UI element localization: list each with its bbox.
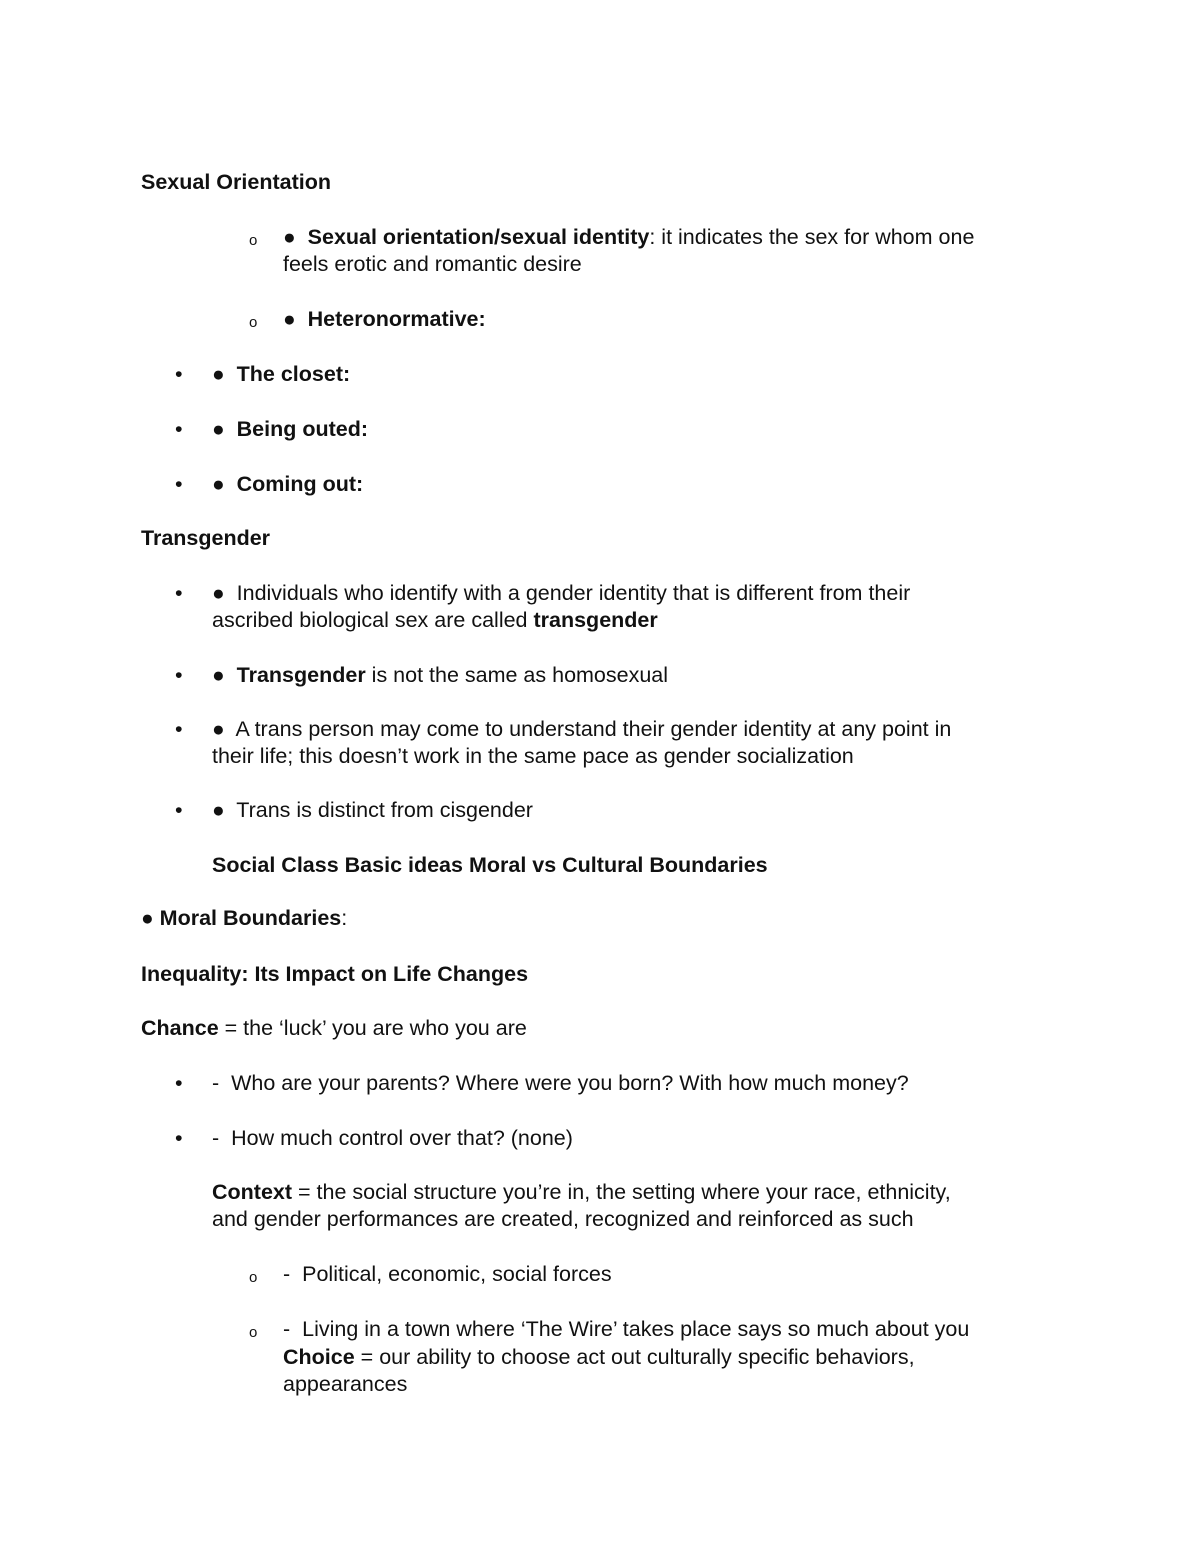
choice-definition xyxy=(283,1344,915,1371)
item-text: Trans is distinct from cisgender xyxy=(236,798,533,822)
colon-text: : xyxy=(341,906,348,930)
list-item-transgender-definition xyxy=(212,580,910,607)
item-text: Living in a town where ‘The Wire’ takes place says so much about you xyxy=(302,1317,970,1341)
item-text: is not the same as homosexual xyxy=(365,663,669,687)
bullet-marker-icon: • xyxy=(175,472,183,496)
item-text: A trans person may come to understand their gender identity at any point in xyxy=(235,717,952,741)
list-item-trans-cisgender xyxy=(212,797,533,824)
list-item-parents xyxy=(212,1070,909,1097)
term-being-outed: Being outed: xyxy=(236,417,369,441)
dash-icon: - xyxy=(212,1071,220,1095)
term-chance: Chance xyxy=(141,1016,219,1040)
definition-text: = the ‘luck’ you are who you are xyxy=(218,1016,527,1040)
bullet-icon: ● xyxy=(212,582,225,605)
dash-icon: - xyxy=(283,1262,291,1286)
list-item-the-wire xyxy=(283,1316,969,1343)
list-item-coming-out xyxy=(212,471,363,498)
bullet-marker-icon: • xyxy=(175,362,183,386)
item-text: How much control over that? (none) xyxy=(231,1126,573,1150)
term-transgender: transgender xyxy=(533,608,658,632)
definition-text: = the social structure you’re in, the setting where your race, ethnicity, xyxy=(292,1180,951,1204)
item-text-continuation xyxy=(212,607,658,634)
bullet-marker-icon: • xyxy=(175,663,183,687)
list-item-forces xyxy=(283,1261,612,1288)
list-item-trans-person xyxy=(212,716,951,743)
bullet-icon: ● xyxy=(212,799,225,822)
circle-marker-icon: o xyxy=(249,314,258,331)
section-heading-transgender: Transgender xyxy=(141,526,271,550)
list-item-sexual-orientation xyxy=(283,224,974,251)
bullet-icon: ● xyxy=(212,418,225,441)
list-item-the-closet xyxy=(212,361,350,388)
bullet-marker-icon: • xyxy=(175,1126,183,1150)
bullet-marker-icon: • xyxy=(175,1071,183,1095)
item-text: Who are your parents? Where were you born? With how much money? xyxy=(231,1071,909,1095)
bullet-icon: ● xyxy=(141,907,154,930)
list-item-transgender-not-homosexual xyxy=(212,662,668,689)
definition-continuation: feels erotic and romantic desire xyxy=(283,252,582,276)
term-the-closet: The closet: xyxy=(236,362,351,386)
bullet-icon: ● xyxy=(212,664,225,687)
bullet-marker-icon: • xyxy=(175,717,183,741)
bullet-icon: ● xyxy=(212,363,225,386)
chance-definition xyxy=(141,1015,527,1042)
list-item-heteronormative xyxy=(283,306,486,333)
bullet-marker-icon: • xyxy=(175,417,183,441)
bullet-marker-icon: • xyxy=(175,581,183,605)
item-text-continuation: their life; this doesn’t work in the same pace as gender socialization xyxy=(212,744,854,768)
circle-marker-icon: o xyxy=(249,232,258,249)
context-definition xyxy=(212,1179,951,1206)
circle-marker-icon: o xyxy=(249,1269,258,1286)
term-transgender: Transgender xyxy=(236,663,366,687)
list-item-being-outed xyxy=(212,416,368,443)
section-heading-inequality: Inequality: Its Impact on Life Changes xyxy=(141,962,529,986)
term-moral-boundaries: Moral Boundaries xyxy=(159,906,342,930)
section-heading-sexual-orientation: Sexual Orientation xyxy=(141,170,331,194)
bullet-icon: ● xyxy=(212,718,225,741)
dash-icon: - xyxy=(283,1317,291,1341)
item-text: Individuals who identify with a gender identity that is different from their xyxy=(236,581,911,605)
bullet-icon: ● xyxy=(212,473,225,496)
term-coming-out: Coming out: xyxy=(236,472,364,496)
term-sexual-orientation: Sexual orientation/sexual identity xyxy=(307,225,650,249)
bullet-icon: ● xyxy=(283,226,296,249)
definition-continuation: appearances xyxy=(283,1372,408,1396)
list-item-control xyxy=(212,1125,573,1152)
definition-text: : it indicates the sex for whom one xyxy=(649,225,975,249)
dash-icon: - xyxy=(212,1126,220,1150)
circle-marker-icon: o xyxy=(249,1324,258,1341)
term-context: Context xyxy=(212,1180,293,1204)
definition-text: = our ability to choose act out culturally specific behaviors, xyxy=(354,1345,915,1369)
bullet-marker-icon: • xyxy=(175,798,183,822)
term-choice: Choice xyxy=(283,1345,355,1369)
bullet-icon: ● xyxy=(283,308,296,331)
section-heading-social-class: Social Class Basic ideas Moral vs Cultural Boundaries xyxy=(212,853,768,877)
item-text: Political, economic, social forces xyxy=(302,1262,612,1286)
moral-boundaries-line xyxy=(141,905,347,932)
definition-continuation: and gender performances are created, recognized and reinforced as such xyxy=(212,1207,914,1231)
term-heteronormative: Heteronormative: xyxy=(307,307,486,331)
item-text: ascribed biological sex are called xyxy=(212,608,534,632)
